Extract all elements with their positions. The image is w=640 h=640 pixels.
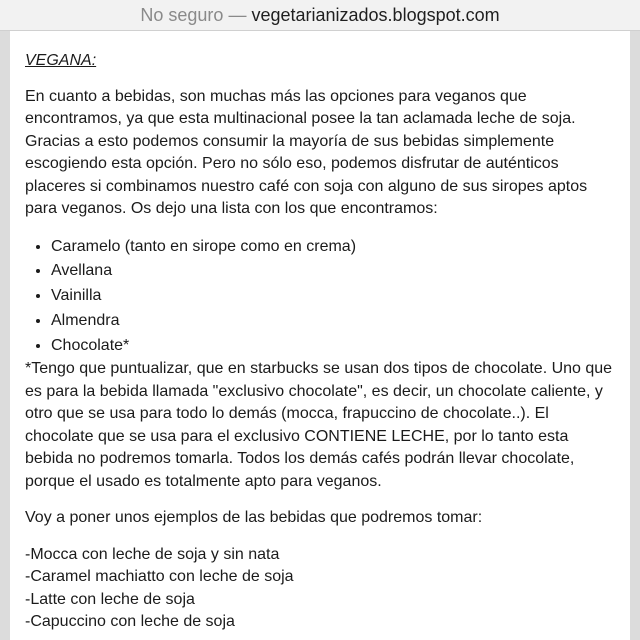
list-item: • Chocolate* xyxy=(51,334,615,359)
chocolate-footnote: *Tengo que puntualizar, que en starbucks se usan dos tipos de chocolate. Uno que es para la bebida llamada "exclusivo chocolate", es decir, un chocolate caliente, y otro que se usa para todo lo demás (mocca, frapuccino de chocolate..). El chocolate que se usa para el exclusivo CONTIENE LECHE, por lo tanto esta bebida no podremos tomarla. Todos los demás cafés podrán llevar chocolate, porque el usado es totalmente apto para veganos. xyxy=(25,360,613,490)
security-label: No seguro xyxy=(140,5,224,25)
blog-post xyxy=(10,31,630,640)
list-item: -Capuccino con leche de soja xyxy=(25,613,235,631)
syrup-list xyxy=(25,235,615,359)
page-frame-right xyxy=(630,31,640,640)
list-item: • Almendra xyxy=(51,309,615,334)
list-item: • Vainilla xyxy=(51,284,615,309)
examples-intro: Voy a poner unos ejemplos de las bebidas que podremos tomar: xyxy=(25,509,483,527)
page-frame-left xyxy=(0,31,10,640)
intro-paragraph: En cuanto a bebidas, son muchas más las opciones para veganos que encontramos, ya que esta multinacional posee la tan aclamada leche de soja. Gracias a esto podemos consumir la mayoría de sus bebidas simplemente escogiendo esta opción. Pero no sólo eso, podemos disfrutar de auténticos placeres si combinamos nuestro café con soja con alguno de sus siropes aptos para veganos. Os dejo una lista con los que encontramos: xyxy=(25,87,588,217)
list-item: -Caramel machiatto con leche de soja xyxy=(25,568,294,586)
list-item: • Caramelo (tanto en sirope como en crema) xyxy=(51,235,615,260)
drink-list xyxy=(25,544,615,634)
list-item: -Mocca con leche de soja y sin nata xyxy=(25,545,280,563)
url-separator: — xyxy=(228,5,247,25)
section-title: VEGANA: xyxy=(25,52,97,69)
list-item: • Avellana xyxy=(51,259,615,284)
post-body xyxy=(10,31,630,634)
url-domain: vegetarianizados.blogspot.com xyxy=(251,5,500,25)
list-item: -Latte con leche de soja xyxy=(25,590,195,608)
address-bar[interactable] xyxy=(0,0,640,31)
